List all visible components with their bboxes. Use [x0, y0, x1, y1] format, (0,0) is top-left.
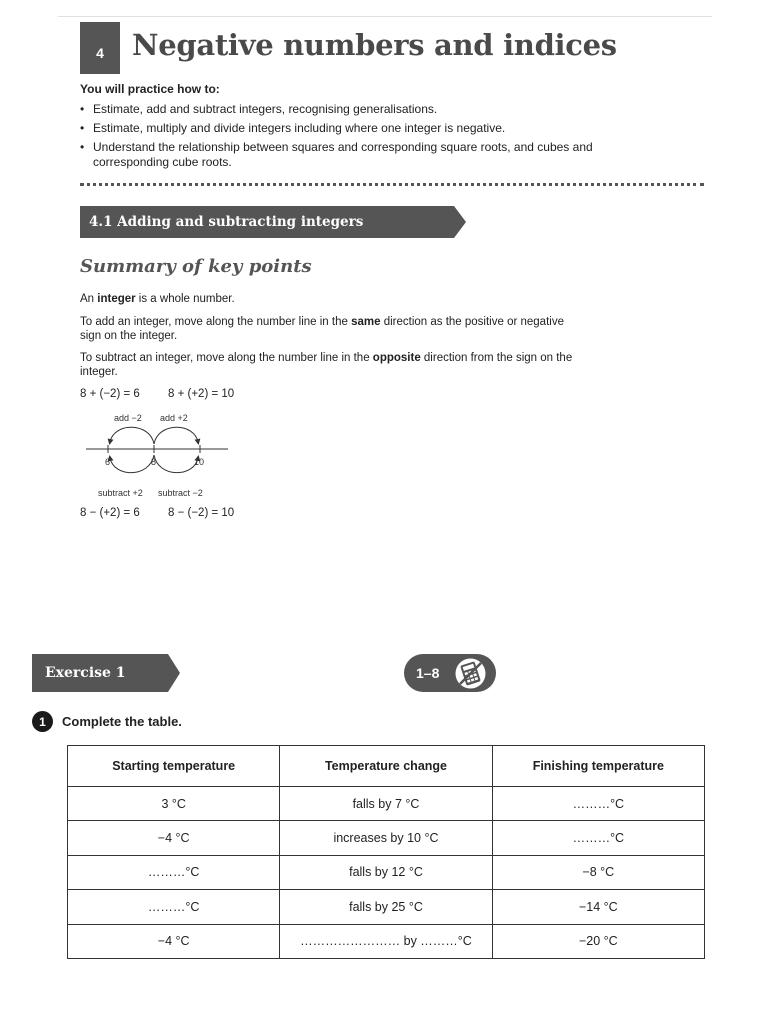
table-row	[68, 787, 705, 821]
tick-label-10: 10	[194, 457, 205, 467]
bullet-icon: •	[80, 121, 85, 135]
cell-starting: −4 °C	[68, 924, 280, 958]
bullet-icon: •	[80, 102, 85, 116]
bullet-icon: •	[80, 140, 85, 154]
number-line-diagram	[80, 408, 240, 500]
exercise-banner	[32, 654, 180, 692]
objective-item: • Estimate, multiply and divide integers including where one integer is negative.	[80, 121, 506, 135]
table-header-row	[68, 746, 705, 787]
question-text: Complete the table.	[62, 714, 182, 729]
cell-change-blank[interactable]: …………………… by ………°C	[280, 924, 492, 958]
table-row	[68, 821, 705, 855]
cell-finishing: −14 °C	[492, 890, 704, 924]
top-rule	[58, 16, 712, 17]
paragraph-subtracting-rule: To subtract an integer, move along the number line in the opposite direction from the sign on the integer.	[80, 352, 573, 378]
cell-finishing-blank[interactable]: ………°C	[492, 787, 704, 821]
label-add-positive: add +2	[160, 413, 188, 423]
cell-change: falls by 12 °C	[280, 855, 492, 889]
header-finishing-temperature: Finishing temperature	[492, 746, 704, 787]
calculator-icon	[454, 657, 487, 690]
table-row	[68, 924, 705, 958]
summary-title: Summary of key points	[80, 256, 312, 277]
cell-change: falls by 7 °C	[280, 787, 492, 821]
objective-item: • Understand the relationship between squares and corresponding square roots, and cubes and corresponding cube roots.	[80, 140, 593, 169]
dotted-divider	[80, 183, 704, 186]
tick-label-6: 6	[105, 457, 111, 467]
table-row	[68, 890, 705, 924]
cell-starting: −4 °C	[68, 821, 280, 855]
header-starting-temperature: Starting temperature	[68, 746, 280, 787]
cell-finishing: −8 °C	[492, 855, 704, 889]
label-add-negative: add −2	[114, 413, 142, 423]
cell-starting-blank[interactable]: ………°C	[68, 890, 280, 924]
question-range: 1–8	[416, 665, 440, 681]
label-subtract-positive: subtract +2	[98, 488, 143, 498]
equation-subtract-negative: 8 − (−2) = 10	[168, 507, 235, 519]
objective-item: • Estimate, add and subtract integers, recognising generalisations.	[80, 102, 438, 116]
cell-starting: 3 °C	[68, 787, 280, 821]
temperature-table	[67, 745, 705, 959]
objectives-list	[80, 102, 660, 174]
chapter-title: Negative numbers and indices	[132, 28, 617, 62]
table-row	[68, 855, 705, 889]
cell-finishing-blank[interactable]: ………°C	[492, 821, 704, 855]
cell-change: falls by 25 °C	[280, 890, 492, 924]
equation-add-positive: 8 + (+2) = 10	[168, 388, 235, 400]
tick-label-8: 8	[151, 457, 157, 467]
cell-change: increases by 10 °C	[280, 821, 492, 855]
header-temperature-change: Temperature change	[280, 746, 492, 787]
exercise-label: Exercise 1	[45, 665, 126, 681]
paragraph-adding-rule: To add an integer, move along the number line in the same direction as the positive or negative sign on the integer.	[80, 316, 564, 342]
number-line-graphic	[80, 408, 240, 500]
question-number-badge: 1	[32, 711, 53, 732]
equation-add-negative: 8 + (−2) = 6	[80, 388, 140, 400]
practice-heading: You will practice how to:	[80, 82, 220, 96]
paragraph-integer-definition: An integer is a whole number.	[80, 293, 235, 305]
label-subtract-negative: subtract −2	[158, 488, 203, 498]
question-range-badge	[404, 654, 496, 692]
cell-finishing: −20 °C	[492, 924, 704, 958]
chapter-number: 4	[96, 45, 104, 61]
cell-starting-blank[interactable]: ………°C	[68, 855, 280, 889]
section-title: 4.1 Adding and subtracting integers	[89, 214, 364, 230]
chapter-number-badge	[80, 22, 120, 74]
equation-subtract-positive: 8 − (+2) = 6	[80, 507, 140, 519]
section-banner	[80, 206, 466, 238]
